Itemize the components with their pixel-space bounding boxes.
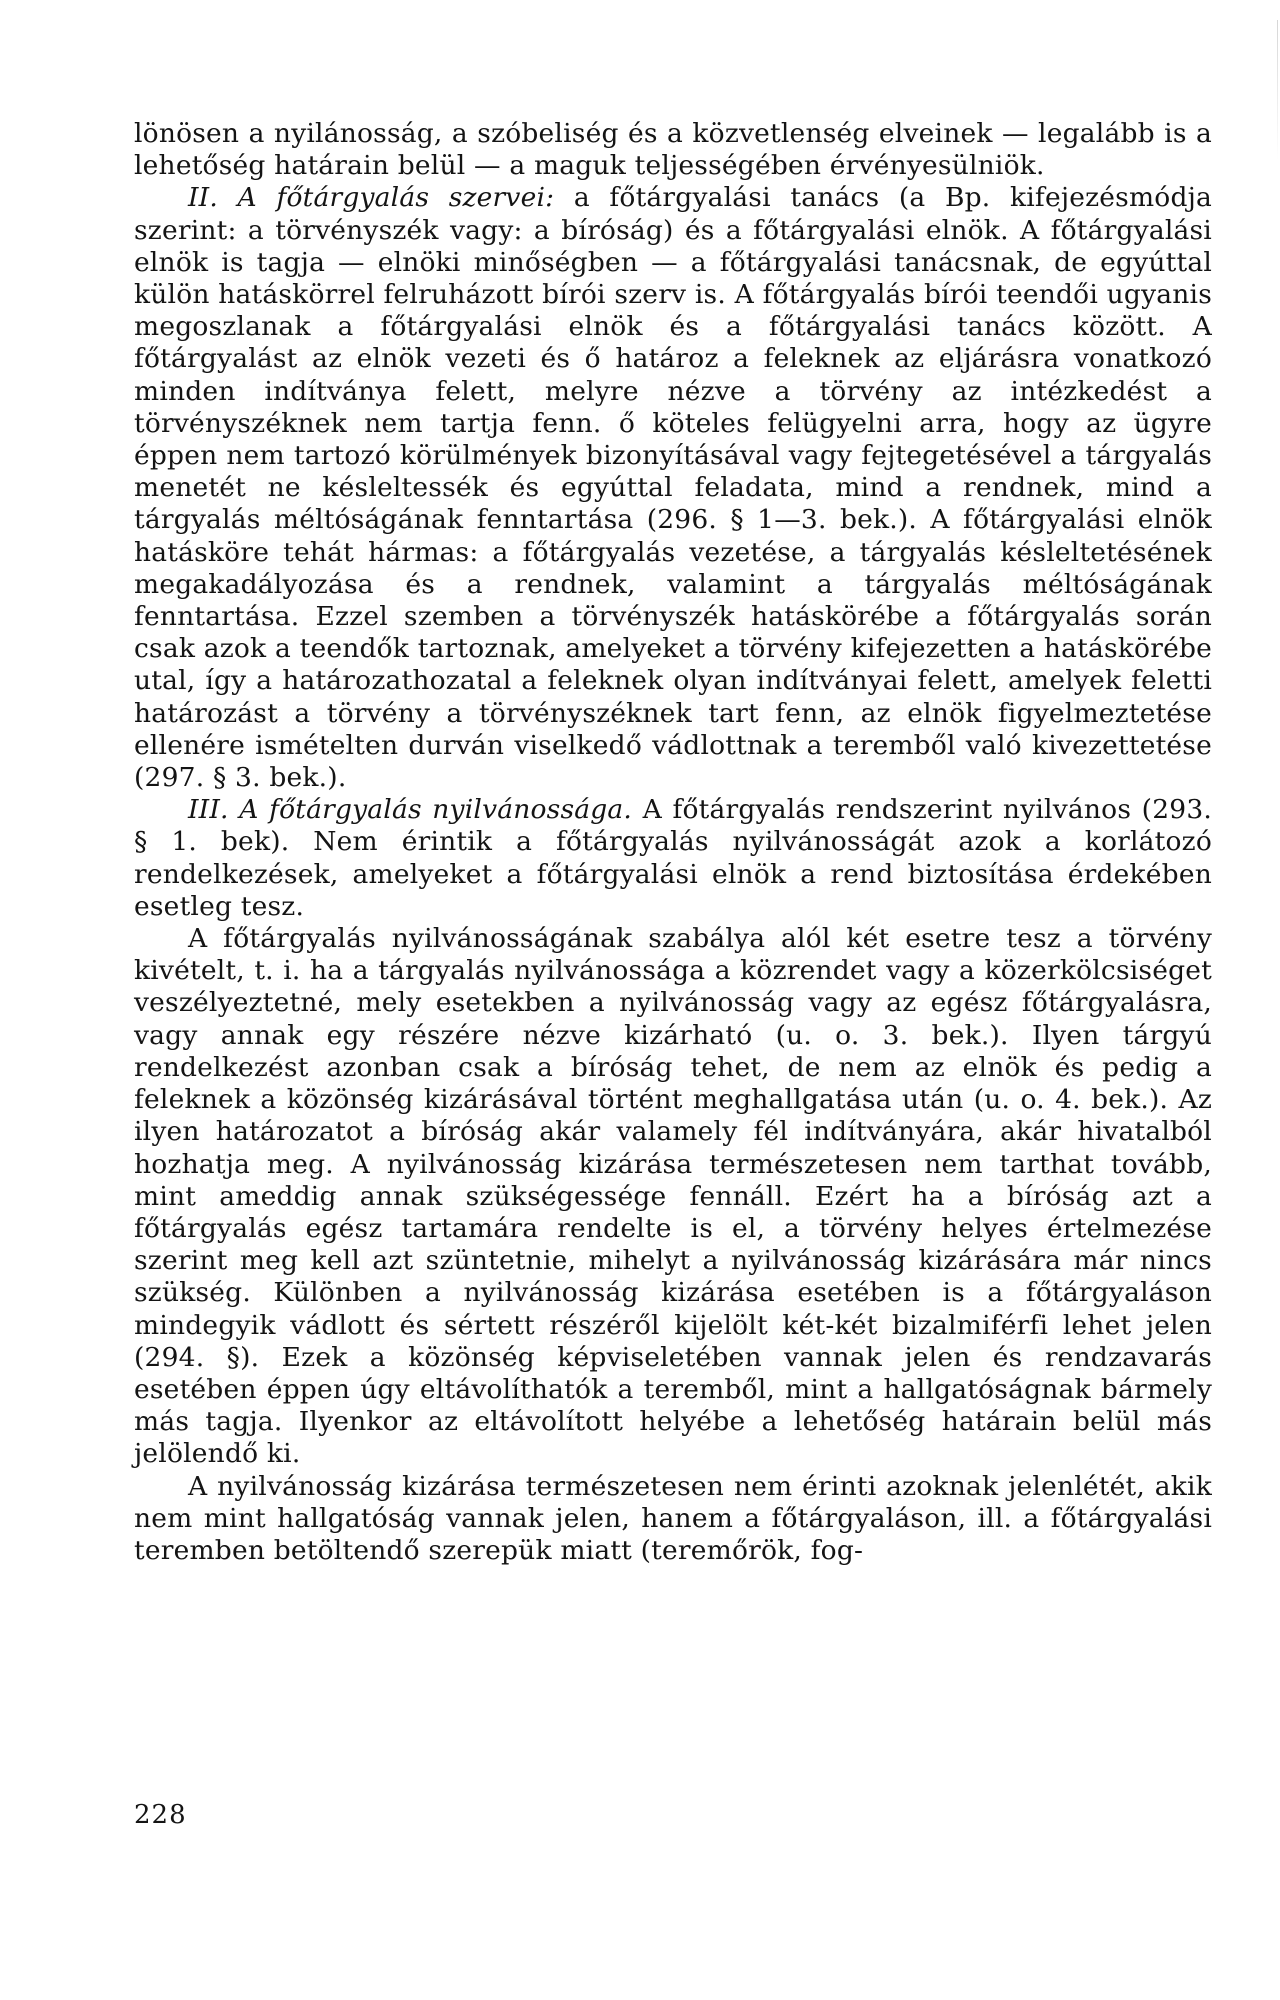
paragraph-1 bbox=[134, 118, 1212, 182]
paragraph-2 bbox=[134, 182, 1212, 794]
paragraph-2-text: a főtárgyalási tanács (a Bp. kifejezésmódja szerint: a törvényszék vagy: a bíróság) és a főtárgyalási elnök. A főtárgyalási elnök is tagja — elnöki minőségben — a főtárgyalási tanácsnak, de egyúttal külön hatáskörrel felruházott bírói szerv is. A főtárgyalás bírói teendői ugyanis megoszlanak a főtárgyalási elnök és a főtárgyalási tanács között. A főtárgyalást az elnök vezeti és ő határoz a feleknek az eljárásra vonatkozó minden indítványa felett, melyre nézve a törvény az intézkedést a törvényszéknek nem tartja fenn. ő köteles felügyelni arra, hogy az ügyre éppen nem tartozó körülmények bizonyításával vagy fejtegetésével a tárgyalás menetét ne késleltessék és egyúttal feladata, mind a rendnek, mind a tárgyalás méltóságának fenntartása (296. § 1—3. bek.). A főtárgyalási elnök hatásköre tehát hármas: a főtárgyalás vezetése, a tárgyalás késleltetésének megakadályozása és a rendnek, valamint a tárgyalás méltóságának fenntartása. Ezzel szemben a törvényszék hatáskörébe a főtárgyalás során csak azok a teendők tartoznak, amelyeket a törvény kifejezetten a hatáskörébe utal, így a határozathozatal a feleknek olyan indítványai felett, amelyek feletti határozást a törvény a törvényszéknek tart fenn, az elnök figyelmeztetése ellenére ismételten durván viselkedő vádlottnak a teremből való kivezettetése (297. § 3. bek.). bbox=[134, 182, 1213, 794]
page-number: 228 bbox=[134, 1800, 187, 1830]
paragraph-4-text: A főtárgyalás nyilvánosságának szabálya alól két esetre tesz a törvény kivételt, t. i. ha a tárgyalás nyilvánossága a közrendet vagy a közerkölcsiséget veszélyeztetné, mely esetekben a nyilvánosság vagy az egész főtárgyalásra, vagy annak egy részére nézve kizárható (u. o. 3. bek.). Ilyen tárgyú rendelkezést azonban csak a bíróság tehet, de nem az elnök és pedig a feleknek a közönség kizárásával történt meghallgatása után (u. o. 4. bek.). Az ilyen határozatot a bíróság akár valamely fél indítványára, akár hivatalból hozhatja meg. A nyilvánosság kizárása természetesen nem tarthat tovább, mint ameddig annak szükségessége fennáll. Ezért ha a bíróság azt a főtárgyalás egész tartamára rendelte is el, a törvény helyes értelmezése szerint meg kell azt szüntetnie, mihelyt a nyilvánosság kizárására már nincs szükség. Különben a nyilvánosság kizárása esetében is a főtárgyaláson mindegyik vádlott és sértett részéről kijelölt két-két bizalmiférfi lehet jelen (294. §). Ezek a közönség képviseletében vannak jelen és rendzavarás esetében éppen úgy eltávolíthatók a teremből, mint a hallgatóságnak bármely más tagja. Ilyenkor az eltávolított helyébe a lehetőség határain belül más jelölendő ki. bbox=[134, 923, 1212, 1470]
paragraph-1-text: lönösen a nyilánosság, a szóbeliség és a közvetlenség elveinek — legalább is a lehetőség határain belül — a maguk teljességében érvényesülniök. bbox=[134, 118, 1212, 182]
paragraph-5 bbox=[134, 1471, 1212, 1568]
paragraph-4 bbox=[134, 923, 1212, 1470]
paragraph-5-text: A nyilvánosság kizárása természetesen nem érinti azoknak jelenlétét, akik nem mint hallgatóság vannak jelen, hanem a főtárgyaláson, ill. a főtárgyalási teremben betöltendő szerepük miatt (teremőrök, fog- bbox=[134, 1470, 1212, 1566]
paragraph-3-text: A főtárgyalás rendszerint nyilvános (293. § 1. bek). Nem érintik a főtárgyalás nyilvánosságát azok a korlátozó rendelkezések, amelyeket a főtárgyalási elnök a rend biztosítása érdekében esetleg tesz. bbox=[134, 794, 1212, 922]
section-number-ii: II. bbox=[188, 182, 218, 214]
section-title-szervei: A főtárgyalás szervei: bbox=[237, 182, 555, 214]
section-number-iii: III. bbox=[188, 794, 229, 826]
page-edge-shadow bbox=[1277, 20, 1278, 160]
paragraph-3 bbox=[134, 794, 1212, 923]
body-text bbox=[134, 118, 1212, 1567]
section-title-nyilvanossaga: A főtárgyalás nyilvánossága. bbox=[239, 794, 633, 826]
